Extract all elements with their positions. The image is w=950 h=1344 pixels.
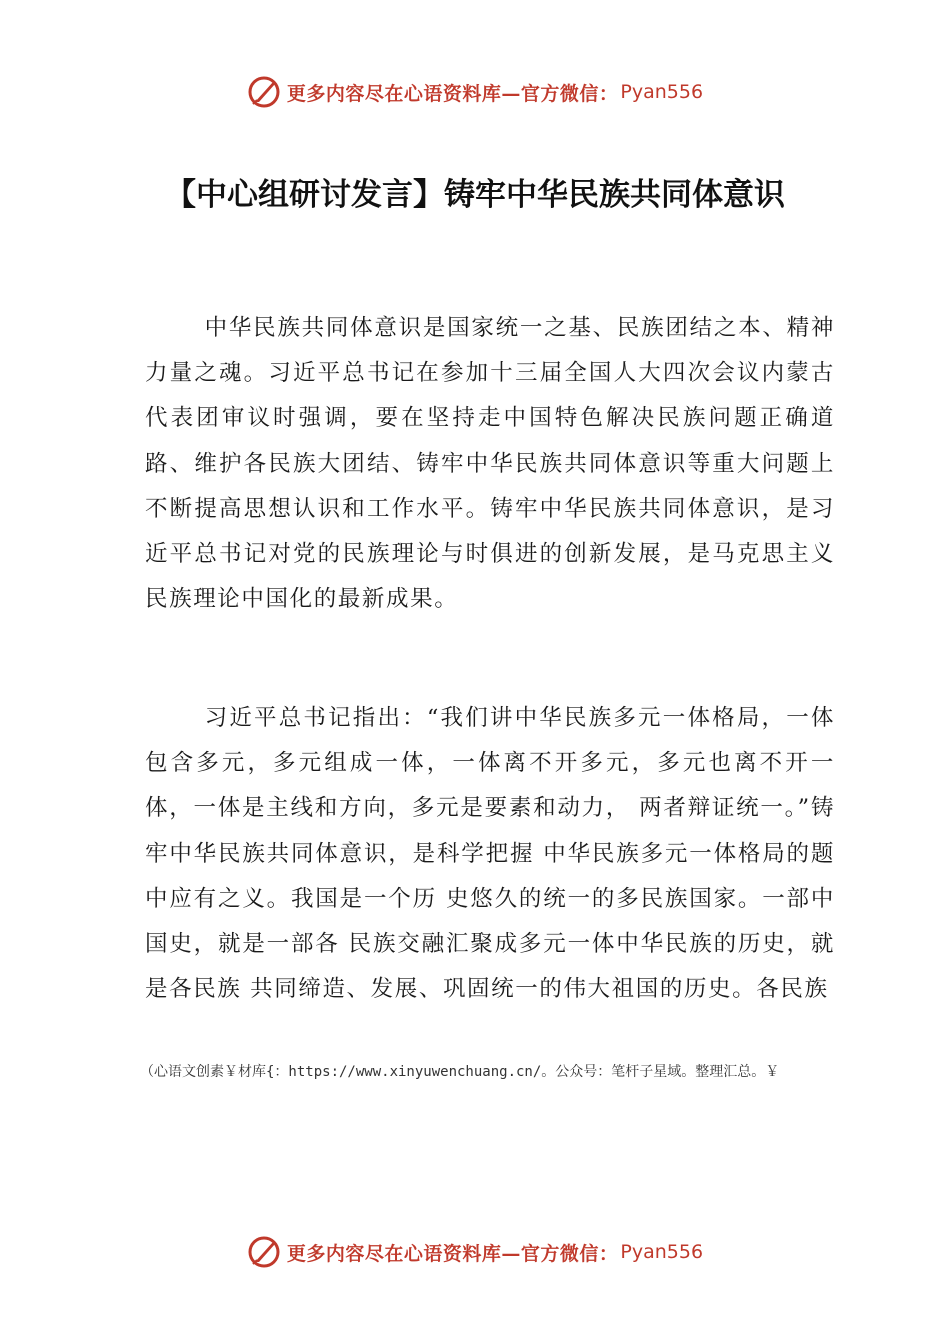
source-note: （心语文创素￥材库{：https://www.xinyuwenchuang.cn/。公众号：笔杆子星域。整理汇总。￥ — [140, 1064, 780, 1080]
document-title: 【中心组研讨发言】铸牢中华民族共同体意识 — [165, 177, 785, 213]
paragraph-1: 中华民族共同体意识是国家统一之基、民族团结之本、精神力量之魂。习近平总书记在参加十三届全国人大四次会议内蒙古代表团审议时强调，要在坚持走中国特色解决民族问题正确道路、维护各民族大团结、铸牢中华民族共同体意识等重大问题上不断提高思想认识和工作水平。铸牢中华民族共同体意识，是习近平总书记对党的民族理论与时俱进的创新发展，是马克思主义民族理论中国化的最新成果。 — [145, 315, 835, 613]
header-banner — [0, 72, 950, 112]
banner-text: 更多内容尽在心语资料库—官方微信： — [286, 82, 619, 105]
footer-banner — [0, 1232, 950, 1272]
quill-pen-logo-icon — [247, 1235, 281, 1269]
wechat-id: Pyan556 — [620, 81, 704, 103]
wechat-id: Pyan556 — [620, 1241, 704, 1263]
quill-pen-logo-icon — [247, 75, 281, 109]
paragraph-2: 习近平总书记指出：“我们讲中华民族多元一体格局，一体包含多元，多元组成一体，一体离不开多元，多元也离不开一体，一体是主线和方向，多元是要素和动力， 两者辩证统一。”铸牢中华民族共同体意识，是科学把握 中华民族多元一体格局的题中应有之义。我国是一个历 史悠久的统一的多民族国家。一部中国史，就是一部各 民族交融汇聚成多元一体中华民族的历史，就是各民族 共同缔造、发展、巩固统一的伟大祖国的历史。各民族 — [145, 705, 835, 1003]
banner-text: 更多内容尽在心语资料库—官方微信： — [286, 1242, 619, 1265]
